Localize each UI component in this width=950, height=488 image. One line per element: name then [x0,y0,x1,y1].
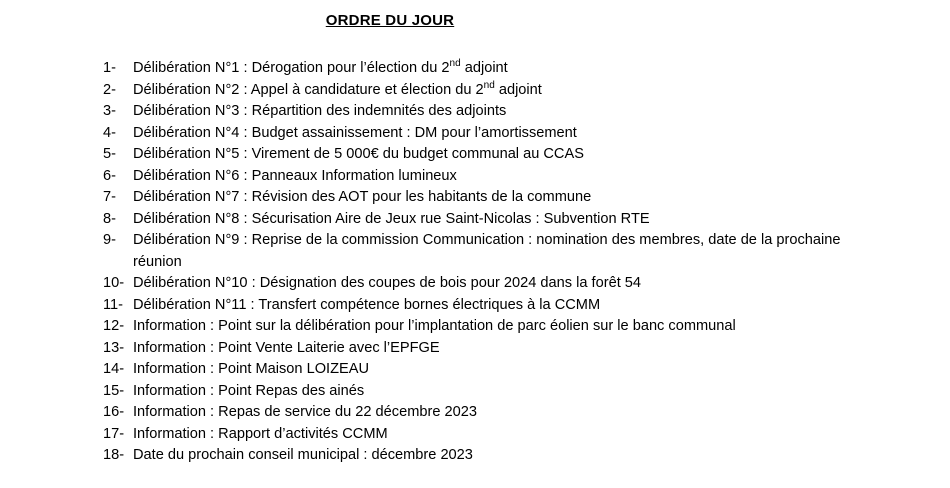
page-title: ORDRE DU JOUR [325,12,455,29]
item-text: Information : Rapport d’activités CCMM [133,425,388,442]
item-text: Date du prochain conseil municipal : décembre 2023 [133,447,473,463]
item-text: Délibération N°7 : Révision des AOT pour les habitants de la commune [133,189,592,205]
item-text: Délibération N°3 : Répartition des indemnités des adjoints [133,103,507,119]
list-item [103,101,883,123]
item-text: Information : Point Vente Laiterie avec l’EPFGE [133,339,440,356]
item-text: Délibération N°11 : Transfert compétence bornes électriques à la CCMM [133,296,601,313]
list-item [103,209,883,231]
list-item [103,80,883,102]
list-item [103,381,883,403]
item-number: 12- [103,318,125,334]
item-number: 1- [103,60,116,76]
item-text: Information : Point Maison LOIZEAU [133,361,370,377]
item-text: Délibération N°10 : Désignation des coupes de bois pour 2024 dans la forêt 54 [133,275,642,291]
item-number: 13- [103,339,125,356]
list-item [103,230,883,273]
item-number: 5- [103,146,116,162]
list-item [103,316,883,338]
item-text: Information : Repas de service du 22 décembre 2023 [133,404,477,420]
item-number: 17- [103,425,125,442]
item-text: Délibération N°1 : Dérogation pour l’élection du 2nd adjoint [133,58,508,76]
item-text: Délibération N°6 : Panneaux Information lumineux [133,167,457,184]
agenda-list [103,58,883,467]
item-number: 6- [103,167,116,184]
list-item [103,295,883,317]
item-text: Information : Point sur la délibération pour l’implantation de parc éolien sur le banc communal [133,318,736,334]
list-item [103,166,883,188]
item-number: 18- [103,447,125,463]
list-item [103,144,883,166]
item-text: Délibération N°2 : Appel à candidature et élection du 2nd adjoint [133,79,542,98]
list-item [103,338,883,360]
item-number: 8- [103,210,116,227]
item-text: Délibération N°8 : Sécurisation Aire de Jeux rue Saint-Nicolas : Subvention RTE [133,210,650,227]
item-number: 7- [103,189,116,205]
item-number: 3- [103,103,116,119]
item-text: Délibération N°5 : Virement de 5 000€ du budget communal au CCAS [133,146,584,162]
item-number: 10- [103,275,125,291]
list-item [103,359,883,381]
list-item [103,187,883,209]
list-item [103,123,883,145]
item-text: Information : Point Repas des ainés [133,382,365,399]
item-text: Délibération N°4 : Budget assainissement : DM pour l’amortissement [133,124,577,141]
superscript: nd [483,79,495,91]
item-number: 15- [103,382,125,399]
item-number: 9- [103,232,116,248]
item-number: 14- [103,361,125,377]
item-number: 11- [103,296,124,313]
list-item [103,424,883,446]
list-item [103,402,883,424]
list-item [103,445,883,467]
list-item [103,58,883,80]
item-number: 4- [103,124,116,141]
item-number: 2- [103,81,116,98]
superscript: nd [449,58,461,70]
item-number: 16- [103,404,125,420]
item-text: Délibération N°9 : Reprise de la commission Communication : nomination des membres, date de la prochaine réunion [133,232,841,270]
list-item [103,273,883,295]
